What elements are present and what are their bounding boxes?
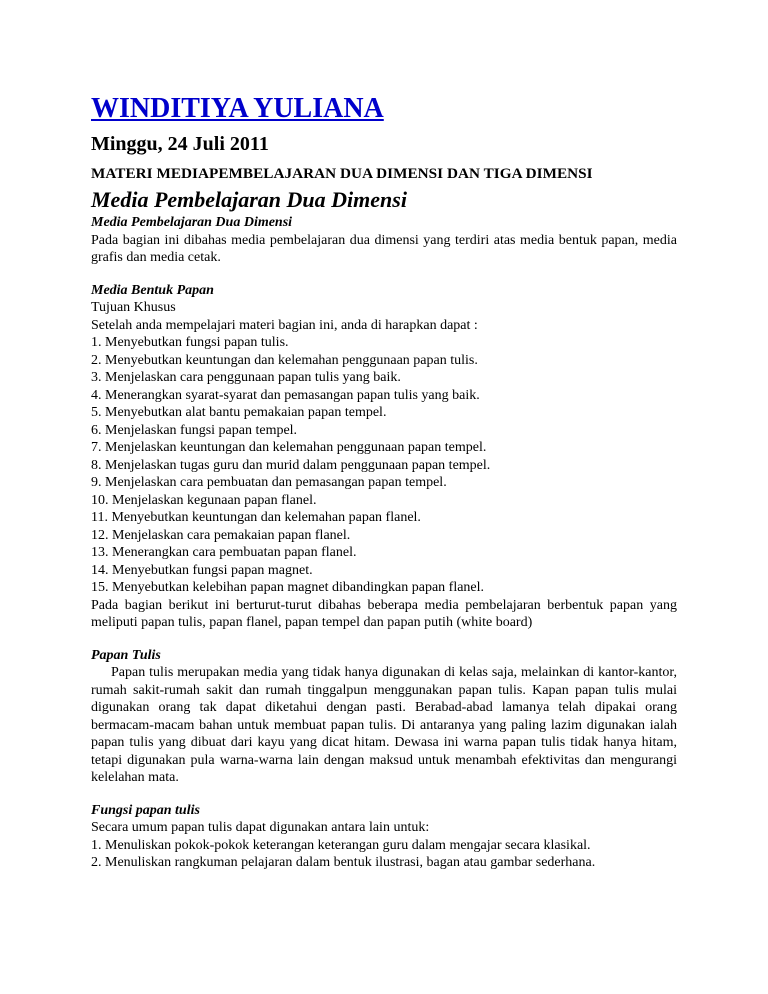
list-item: 9. Menjelaskan cara pembuatan dan pemasangan papan tempel. — [91, 475, 447, 490]
list-item: 8. Menjelaskan tugas guru dan murid dalam penggunaan papan tempel. — [91, 457, 491, 473]
goal-label: Tujuan Khusus — [91, 300, 176, 315]
list-item: 3. Menjelaskan cara penggunaan papan tulis yang baik. — [91, 370, 401, 385]
blog-title-link[interactable]: WINDITIYA YULIANA — [91, 93, 384, 124]
document-page — [91, 92, 677, 872]
post-date: Minggu, 24 Juli 2011 — [91, 133, 269, 155]
list-item: 12. Menjelaskan cara pemakaian papan flanel. — [91, 527, 351, 543]
list-item: 1. Menyebutkan fungsi papan tulis. — [91, 335, 289, 350]
goal-intro: Setelah anda mempelajari materi bagian ini, anda di harapkan dapat : — [91, 317, 478, 333]
list-item: 2. Menyebutkan keuntungan dan kelemahan penggunaan papan tulis. — [91, 352, 478, 368]
list-item: 6. Menjelaskan fungsi papan tempel. — [91, 422, 298, 438]
list-item: 14. Menyebutkan fungsi papan magnet. — [91, 562, 313, 578]
list-item: 2. Menuliskan rangkuman pelajaran dalam bentuk ilustrasi, bagan atau gambar sederhana. — [91, 855, 596, 870]
list-item: 13. Menerangkan cara pembuatan papan flanel. — [91, 545, 357, 560]
list-item: 1. Menuliskan pokok-pokok keterangan keterangan guru dalam mengajar secara klasikal. — [91, 837, 591, 853]
papan-tulis-paragraph: Papan tulis merupakan media yang tidak hanya digunakan di kelas saja, melainkan di kantor-kantor, rumah sakit-rumah sakit dan rumah tinggalpun menggunakan papan tulis. Kapan papan tulis mulai digunakan orang tak dapat diketahui dengan pasti. Berabad-abad lamanya telah dipakai orang bermacam-macam bahan untuk membuat papan tulis. Di antaranya yang paling lazim digunakan ialah papan tulis yang dibuat dari kayu yang dicat hitam. Dewasa ini warna papan tulis tidak hanya hitam, tetapi digunakan pula warna-warna lain dengan maksud untuk menambah efektivitas dan mengurangi kelelahan mata. — [91, 665, 677, 785]
list-item: 15. Menyebutkan kelebihan papan magnet dibandingkan papan flanel. — [91, 580, 485, 595]
fungsi-intro: Secara umum papan tulis dapat digunakan antara lain untuk: — [91, 820, 430, 835]
fungsi-list — [91, 837, 677, 872]
list-item: 10. Menjelaskan kegunaan papan flanel. — [91, 492, 317, 508]
post-title: Media Pembelajaran Dua Dimensi — [91, 187, 407, 212]
list-item: 4. Menerangkan syarat-syarat dan pemasangan papan tulis yang baik. — [91, 387, 480, 403]
list-item: 7. Menjelaskan keuntungan dan kelemahan penggunaan papan tempel. — [91, 440, 487, 455]
intro-paragraph: Pada bagian ini dibahas media pembelajaran dua dimensi yang terdiri atas media bentuk papan, media grafis dan media cetak. — [91, 232, 677, 265]
spacer — [91, 787, 677, 802]
goal-list — [91, 334, 677, 597]
papan-closing-paragraph: Pada bagian berikut ini berturut-turut dibahas beberapa media pembelajaran berbentuk papan yang meliputi papan tulis, papan flanel, papan tempel dan papan putih (white board) — [91, 597, 677, 630]
intro-subheading: Media Pembelajaran Dua Dimensi — [91, 215, 293, 230]
list-item: 5. Menyebutkan alat bantu pemakaian papan tempel. — [91, 405, 387, 420]
post-heading: MATERI MEDIAPEMBELAJARAN DUA DIMENSI DAN TIGA DIMENSI — [91, 165, 593, 182]
papan-tulis-subheading: Papan Tulis — [91, 647, 161, 663]
spacer — [91, 267, 677, 282]
spacer — [91, 632, 677, 647]
papan-subheading: Media Bentuk Papan — [91, 282, 214, 298]
fungsi-subheading: Fungsi papan tulis — [91, 802, 200, 818]
list-item: 11. Menyebutkan keuntungan dan kelemahan papan flanel. — [91, 510, 421, 525]
